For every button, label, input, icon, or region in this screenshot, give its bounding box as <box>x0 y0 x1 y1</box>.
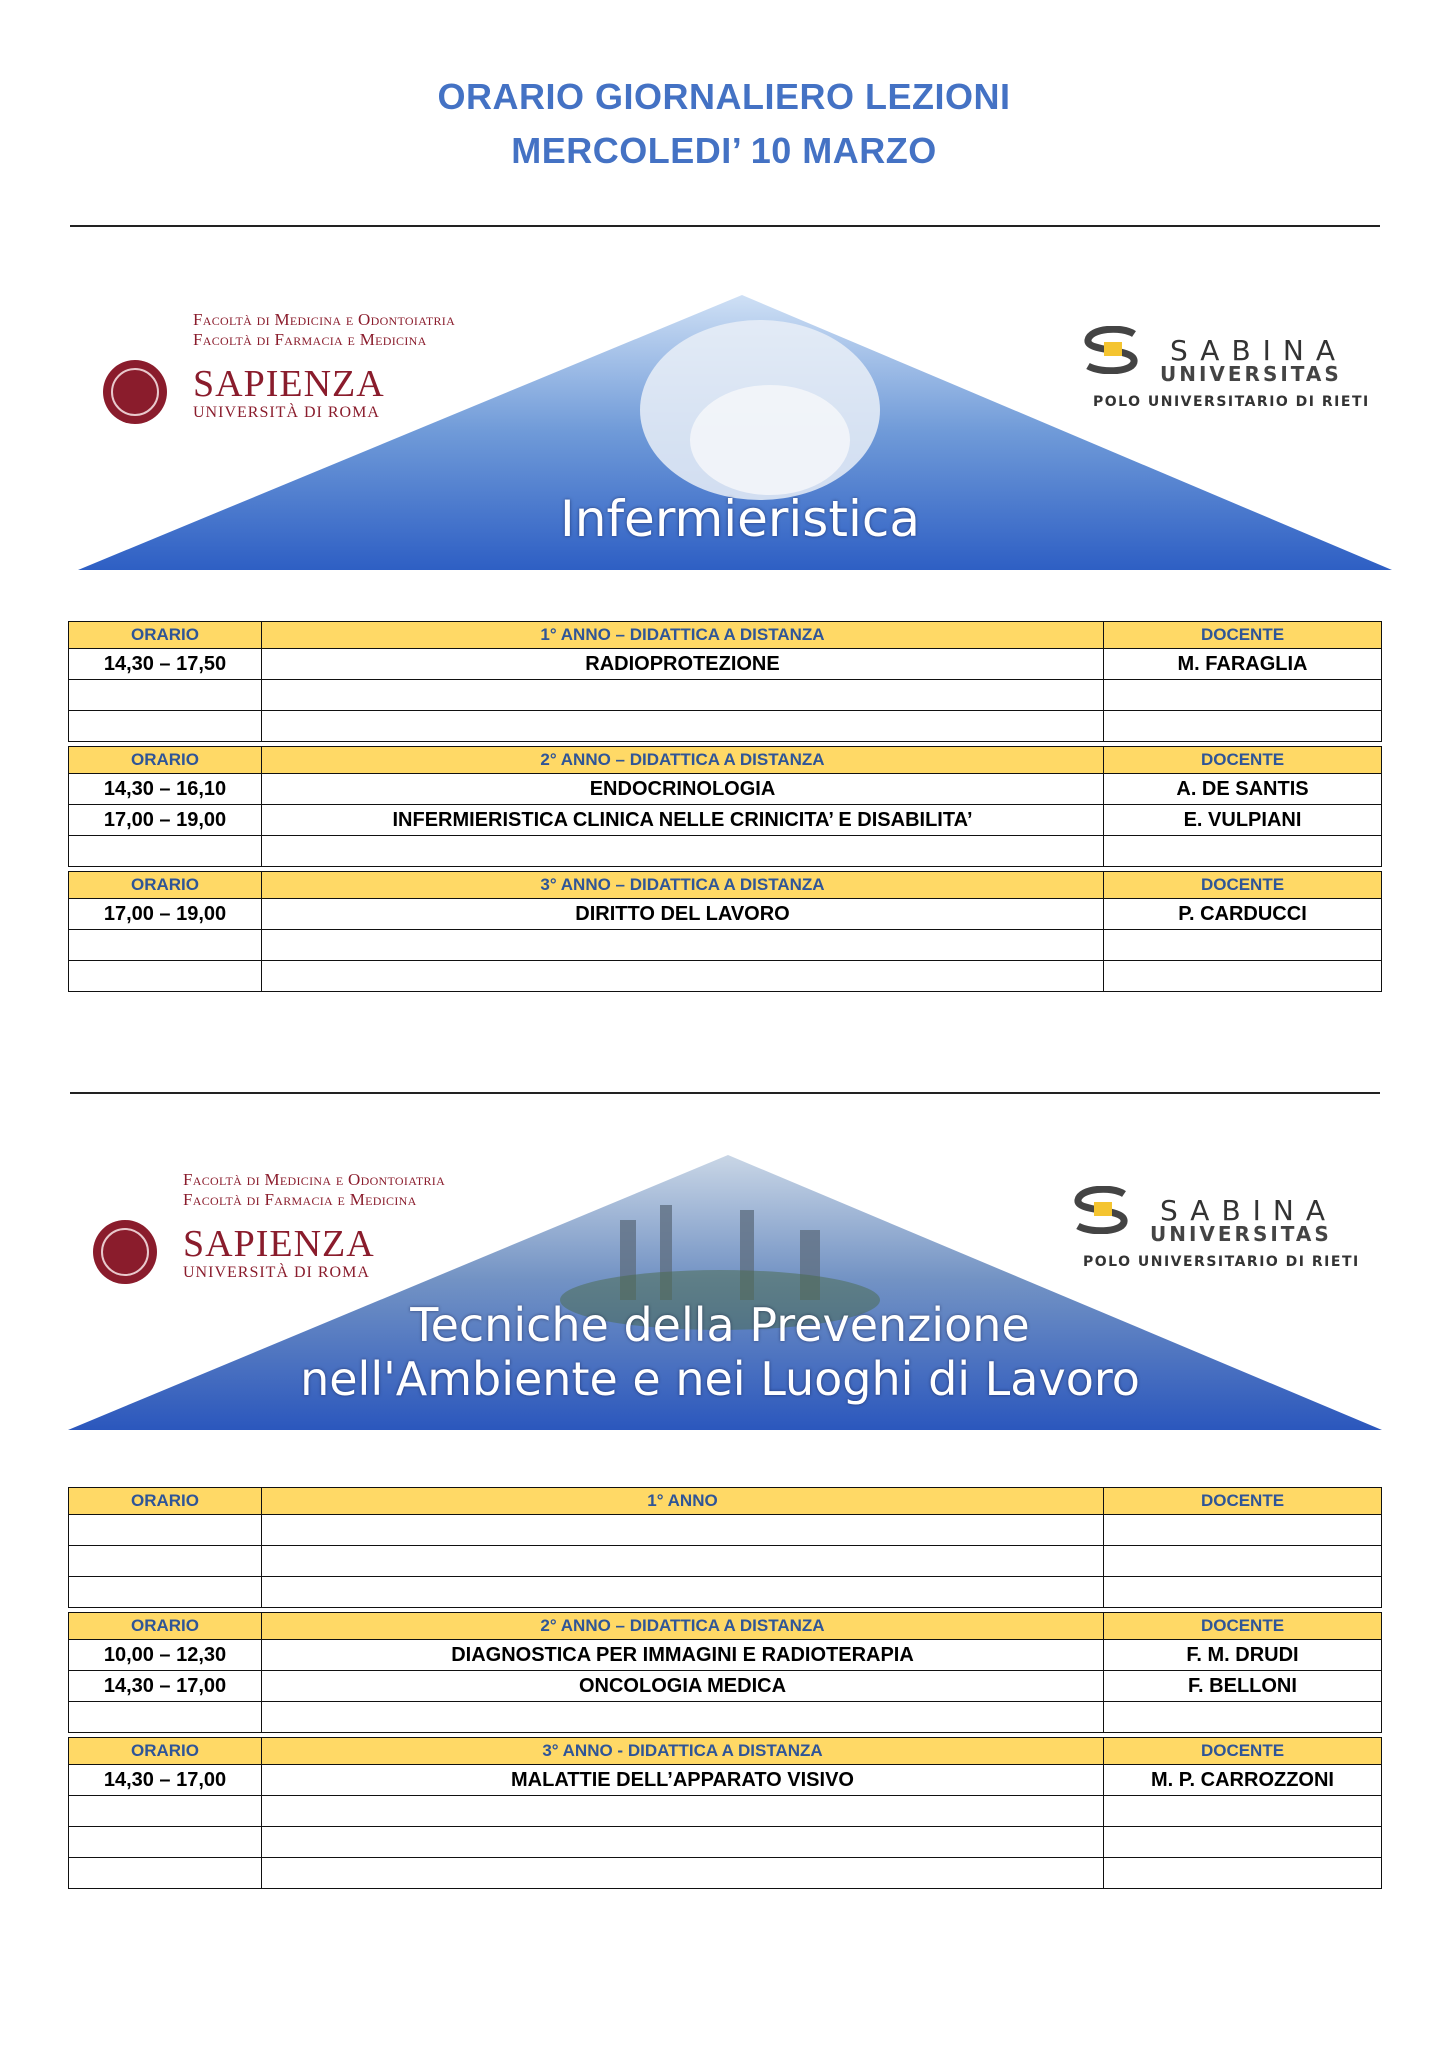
cell-orario: 14,30 – 17,50 <box>69 649 262 680</box>
header-orario: ORARIO <box>69 872 262 899</box>
table-row <box>69 680 1382 711</box>
course-name <box>280 1298 1160 1406</box>
cell-materia <box>262 1577 1104 1608</box>
cell-docente <box>1104 1546 1382 1577</box>
header-docente: DOCENTE <box>1104 872 1382 899</box>
header-anno: 3° ANNO – DIDATTICA A DISTANZA <box>262 872 1104 899</box>
cell-orario: 14,30 – 16,10 <box>69 774 262 805</box>
header-anno: 1° ANNO <box>262 1488 1104 1515</box>
table-header-row <box>69 622 1382 649</box>
cell-materia <box>262 1702 1104 1733</box>
cell-orario <box>69 711 262 742</box>
cell-docente <box>1104 961 1382 992</box>
sabina-logo-icon <box>1082 326 1142 374</box>
sapienza-subtitle: UNIVERSITÀ DI ROMA <box>183 1264 370 1281</box>
table-row <box>69 1827 1382 1858</box>
divider <box>70 1092 1380 1094</box>
table-row <box>69 1546 1382 1577</box>
header-orario: ORARIO <box>69 1613 262 1640</box>
faculty-line2: Facoltà di Farmacia e Medicina <box>193 330 427 349</box>
header-anno: 2° ANNO – DIDATTICA A DISTANZA <box>262 1613 1104 1640</box>
cell-docente: A. DE SANTIS <box>1104 774 1382 805</box>
table-row <box>69 805 1382 836</box>
cell-materia: RADIOPROTEZIONE <box>262 649 1104 680</box>
table-row <box>69 1640 1382 1671</box>
cell-orario <box>69 1515 262 1546</box>
sapienza-seal-icon <box>93 1220 157 1284</box>
cell-orario <box>69 1702 262 1733</box>
page-title-line2: MERCOLEDI’ 10 MARZO <box>511 130 937 171</box>
cell-orario: 14,30 – 17,00 <box>69 1671 262 1702</box>
cell-docente <box>1104 1577 1382 1608</box>
table-row <box>69 899 1382 930</box>
cell-orario: 17,00 – 19,00 <box>69 805 262 836</box>
universitas-wordmark: UNIVERSITAS <box>1160 362 1342 386</box>
cell-orario: 17,00 – 19,00 <box>69 899 262 930</box>
cell-materia <box>262 1796 1104 1827</box>
table-header-row <box>69 747 1382 774</box>
header-anno: 1° ANNO – DIDATTICA A DISTANZA <box>262 622 1104 649</box>
header-docente: DOCENTE <box>1104 747 1382 774</box>
faculty-line1: Facoltà di Medicina e Odontoiatria <box>193 310 456 329</box>
divider <box>70 225 1380 227</box>
table-row <box>69 930 1382 961</box>
cell-materia <box>262 1546 1104 1577</box>
cell-materia <box>262 930 1104 961</box>
cell-orario <box>69 1858 262 1889</box>
table-row <box>69 1702 1382 1733</box>
header-docente: DOCENTE <box>1104 1738 1382 1765</box>
sapienza-logo: SAPIENZA <box>183 1223 375 1265</box>
cell-orario <box>69 680 262 711</box>
cell-materia: ONCOLOGIA MEDICA <box>262 1671 1104 1702</box>
table-row <box>69 1515 1382 1546</box>
cell-docente <box>1104 1796 1382 1827</box>
schedule-table-infermieristica <box>68 621 1382 992</box>
cell-docente: E. VULPIANI <box>1104 805 1382 836</box>
table-row <box>69 1796 1382 1827</box>
cell-docente <box>1104 711 1382 742</box>
cell-materia: DIAGNOSTICA PER IMMAGINI E RADIOTERAPIA <box>262 1640 1104 1671</box>
header-orario: ORARIO <box>69 1738 262 1765</box>
table-row <box>69 649 1382 680</box>
table-row <box>69 774 1382 805</box>
table-row <box>69 961 1382 992</box>
schedule-table-prevenzione <box>68 1487 1382 1889</box>
cell-docente <box>1104 680 1382 711</box>
header-orario: ORARIO <box>69 622 262 649</box>
cell-materia <box>262 961 1104 992</box>
cell-orario <box>69 1546 262 1577</box>
course-name: Infermieristica <box>560 490 920 548</box>
cell-docente: F. M. DRUDI <box>1104 1640 1382 1671</box>
cell-materia: MALATTIE DELL’APPARATO VISIVO <box>262 1765 1104 1796</box>
cell-docente <box>1104 836 1382 867</box>
header-orario: ORARIO <box>69 1488 262 1515</box>
table-row <box>69 1577 1382 1608</box>
course-banner-prevenzione <box>0 1150 1448 1435</box>
course-banner-infermieristica <box>0 290 1448 575</box>
cell-orario <box>69 1577 262 1608</box>
table-row <box>69 711 1382 742</box>
table-row <box>69 1858 1382 1889</box>
cell-docente: P. CARDUCCI <box>1104 899 1382 930</box>
cell-orario <box>69 1796 262 1827</box>
faculty-line2: Facoltà di Farmacia e Medicina <box>183 1190 417 1209</box>
universitas-wordmark: UNIVERSITAS <box>1150 1222 1332 1246</box>
cell-materia <box>262 1858 1104 1889</box>
table-header-row <box>69 1738 1382 1765</box>
sabina-logo-icon <box>1072 1186 1132 1234</box>
header-orario: ORARIO <box>69 747 262 774</box>
cell-materia: ENDOCRINOLOGIA <box>262 774 1104 805</box>
header-docente: DOCENTE <box>1104 622 1382 649</box>
course-name-line2: nell'Ambiente e nei Luoghi di Lavoro <box>300 1352 1140 1406</box>
cell-materia <box>262 680 1104 711</box>
sapienza-seal-icon <box>103 360 167 424</box>
cell-materia: DIRITTO DEL LAVORO <box>262 899 1104 930</box>
table-header-row <box>69 1613 1382 1640</box>
table-row <box>69 1671 1382 1702</box>
cell-materia: INFERMIERISTICA CLINICA NELLE CRINICITA’ E DISABILITA’ <box>262 805 1104 836</box>
header-anno: 3° ANNO - DIDATTICA A DISTANZA <box>262 1738 1104 1765</box>
cell-docente: M. P. CARROZZONI <box>1104 1765 1382 1796</box>
cell-orario <box>69 1827 262 1858</box>
page-title-line1: ORARIO GIORNALIERO LEZIONI <box>437 76 1011 117</box>
cell-docente <box>1104 1515 1382 1546</box>
header-docente: DOCENTE <box>1104 1613 1382 1640</box>
cell-materia <box>262 711 1104 742</box>
sabina-wordmark: SABINA <box>1170 334 1348 367</box>
cell-materia <box>262 1827 1104 1858</box>
sapienza-subtitle: UNIVERSITÀ DI ROMA <box>193 404 380 421</box>
header-docente: DOCENTE <box>1104 1488 1382 1515</box>
cell-docente <box>1104 1858 1382 1889</box>
cell-docente <box>1104 1702 1382 1733</box>
table-header-row <box>69 1488 1382 1515</box>
header-anno: 2° ANNO – DIDATTICA A DISTANZA <box>262 747 1104 774</box>
sabina-wordmark: SABINA <box>1160 1194 1338 1227</box>
sapienza-logo: SAPIENZA <box>193 363 385 405</box>
cell-materia <box>262 1515 1104 1546</box>
cell-docente: M. FARAGLIA <box>1104 649 1382 680</box>
cell-docente <box>1104 1827 1382 1858</box>
table-row <box>69 836 1382 867</box>
faculty-line1: Facoltà di Medicina e Odontoiatria <box>183 1170 446 1189</box>
table-header-row <box>69 872 1382 899</box>
cell-materia <box>262 836 1104 867</box>
cell-orario: 14,30 – 17,00 <box>69 1765 262 1796</box>
polo-rieti-label: POLO UNIVERSITARIO DI RIETI <box>1083 1254 1360 1270</box>
table-row <box>69 1765 1382 1796</box>
cell-orario: 10,00 – 12,30 <box>69 1640 262 1671</box>
polo-rieti-label: POLO UNIVERSITARIO DI RIETI <box>1093 394 1370 410</box>
cell-docente: F. BELLONI <box>1104 1671 1382 1702</box>
cell-docente <box>1104 930 1382 961</box>
cell-orario <box>69 961 262 992</box>
cell-orario <box>69 836 262 867</box>
cell-orario <box>69 930 262 961</box>
course-name-line1: Tecniche della Prevenzione <box>410 1298 1030 1352</box>
